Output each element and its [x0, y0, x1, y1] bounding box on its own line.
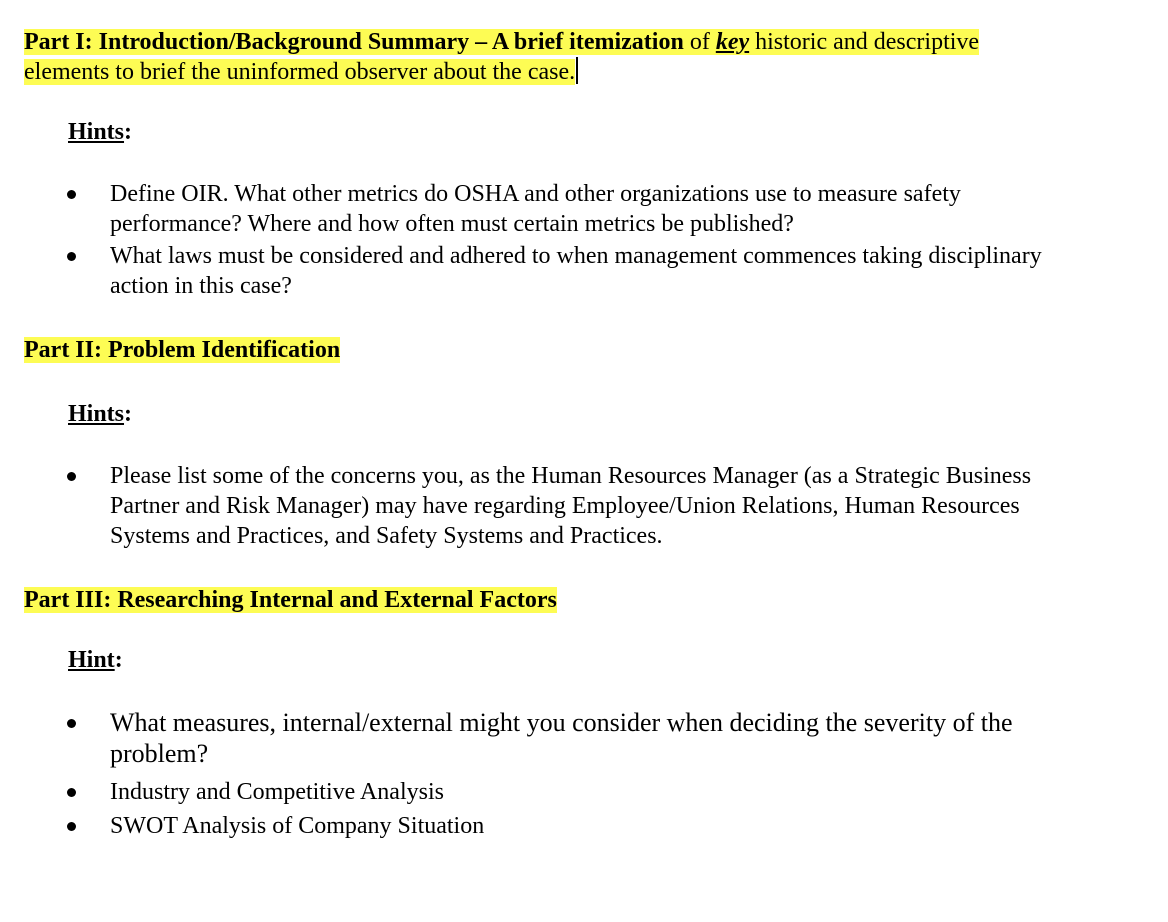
part-1-title-bold-2: A brief itemization	[491, 29, 684, 55]
bullet-icon	[67, 719, 76, 728]
part-3-hint-list	[0, 707, 1168, 769]
part-2-hints-label: Hints:	[68, 401, 133, 427]
part-2-heading	[24, 335, 340, 365]
text-cursor	[576, 57, 578, 84]
bullet-icon	[67, 252, 76, 261]
part-2-title: Part II: Problem Identification	[24, 337, 341, 363]
list-item: What measures, internal/external might you consider when deciding the severity of the problem?	[0, 707, 1168, 769]
part-1-key-word: key	[715, 29, 750, 55]
part-3-title: Part III: Researching Internal and External Factors	[24, 587, 557, 613]
part-1-title-dash: –	[469, 29, 492, 55]
bullet-icon	[67, 822, 76, 831]
bullet-icon	[67, 472, 76, 481]
list-item: SWOT Analysis of Company Situation	[0, 811, 1168, 841]
list-item: Industry and Competitive Analysis	[0, 777, 1168, 807]
part-3-hint-label: Hint:	[68, 647, 123, 673]
part-1-title-bold: Part I: Introduction/Background Summary	[24, 29, 470, 55]
part-1-hint-list	[0, 179, 1168, 301]
list-item: Define OIR. What other metrics do OSHA and other organizations use to measure safety performance? Where and how often must certain metrics be published?	[0, 179, 1168, 239]
part-3-heading	[24, 585, 557, 615]
part-1-heading-line-2: elements to brief the uninformed observer about the case.	[24, 59, 576, 85]
part-1-heading-line-1	[24, 29, 979, 55]
part-1-of-text: of	[683, 29, 716, 55]
list-item: Please list some of the concerns you, as the Human Resources Manager (as a Strategic Business Partner and Risk Manager) may have regarding Employee/Union Relations, Human Resources Systems and Practices, and Safety Systems and Practices.	[0, 461, 1168, 551]
part-3-hint-list-cont	[0, 777, 1168, 841]
part-1-hints-label: Hints:	[68, 119, 133, 145]
part-2-hint-list	[0, 461, 1168, 551]
bullet-icon	[67, 190, 76, 199]
part-1-line-1-rest: historic and descriptive	[749, 29, 980, 55]
bullet-icon	[67, 788, 76, 797]
part-1-heading	[24, 27, 979, 87]
list-item: What laws must be considered and adhered to when management commences taking disciplinary action in this case?	[0, 241, 1168, 301]
